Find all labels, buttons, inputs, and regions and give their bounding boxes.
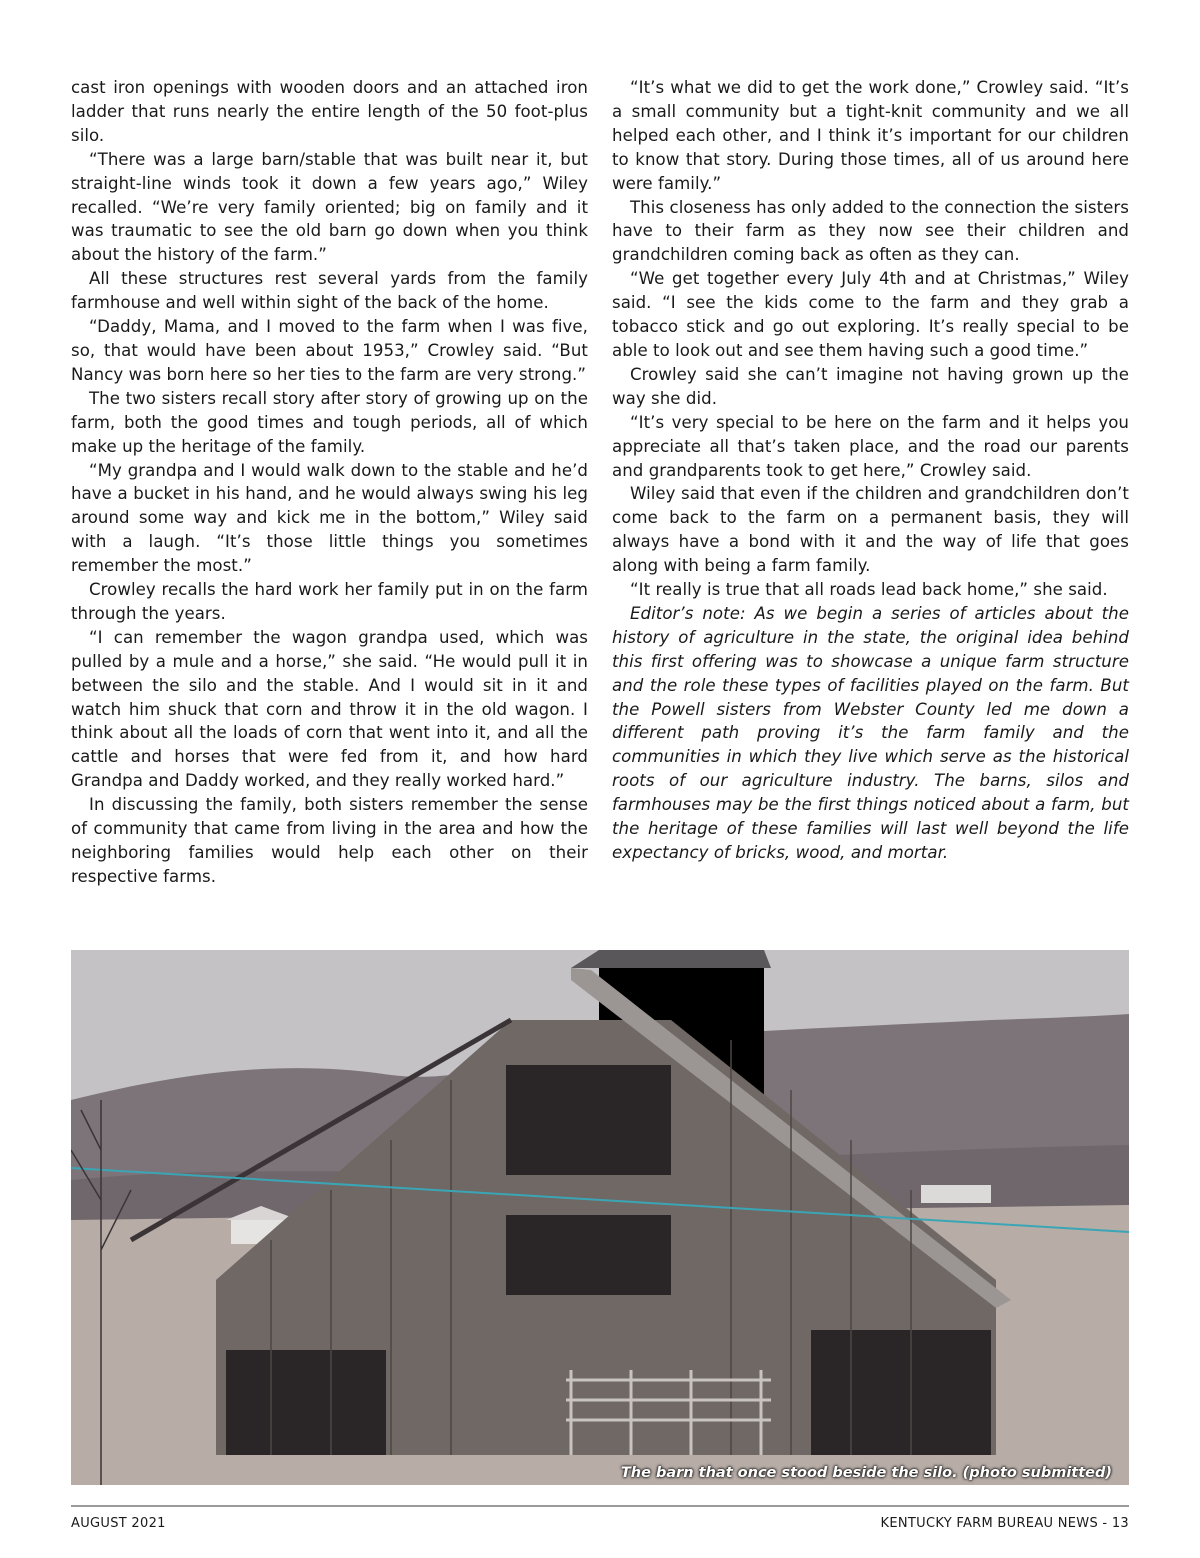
paragraph: “Daddy, Mama, and I moved to the farm when I was five, so, that would have been about 1953,” Crowley said. “But Nancy was born here so her ties to the farm are very strong.” bbox=[71, 317, 588, 384]
paragraph: Crowley recalls the hard work her family put in on the farm through the years. bbox=[71, 580, 588, 623]
mid-opening bbox=[506, 1215, 671, 1295]
paragraph: “There was a large barn/stable that was built near it, but straight-line winds took it down a few years ago,” Wiley recalled. “We’re very family oriented; big on family and it was traumatic to see the old barn go down when you think about the history of the farm.” bbox=[71, 149, 588, 265]
paragraph: Wiley said that even if the children and grandchildren don’t come back to the farm on a permanent basis, they will always have a bond with it and the way of life that goes along with being a farm family. bbox=[612, 484, 1129, 576]
editor-note: Editor’s note: As we begin a series of articles about the history of agriculture in the state, the original idea behind this first offering was to showcase a unique farm structure and the role these types of facilities played on the farm. But the Powell sisters from Webster County led me down a different path proving it’s the farm family and the communities in which they live which serve as the historical roots of our agriculture industry. The barns, silos and farmhouses may be the first things noticed about a farm, but the heritage of these families will last well beyond the life expectancy of bricks, wood, and mortar. bbox=[612, 603, 1129, 862]
paragraph: “I can remember the wagon grandpa used, which was pulled by a mule and a horse,” she said. “He would pull it in between the silo and the stable. And I would sit in it and watch him shuck that corn and throw it in the old wagon. I think about all the loads of corn that went into it, and all the cattle and horses that were fed from it, and how hard Grandpa and Daddy worked, and they really worked hard.” bbox=[71, 627, 588, 791]
paragraph: All these structures rest several yards from the family farmhouse and well within sight of the back of the home. bbox=[71, 269, 588, 313]
footer-publication: KENTUCKY FARM BUREAU NEWS - 13 bbox=[880, 1516, 1129, 1531]
paragraph: This closeness has only added to the connection the sisters have to their farm as they now see their children and grandchildren coming back as often as they can. bbox=[612, 197, 1129, 265]
distant-trailer bbox=[921, 1185, 991, 1203]
right-column bbox=[612, 76, 1129, 938]
paragraph: In discussing the family, both sisters remember the sense of community that came from living in the area and how the neighboring families would help each other on their respective farms. bbox=[71, 795, 588, 886]
lower-left-opening bbox=[226, 1350, 386, 1455]
photo-caption: The barn that once stood beside the silo. (photo submitted) bbox=[620, 1465, 1112, 1481]
paragraph: “It really is true that all roads lead back home,” she said. bbox=[630, 580, 1108, 600]
paragraph: “It’s what we did to get the work done,” Crowley said. “It’s a small community but a tight-knit community and we all helped each other, and I think it’s important for our children to know that story. During those times, all of us around here were family.” bbox=[612, 78, 1129, 193]
loft-opening bbox=[506, 1065, 671, 1175]
paragraph: “It’s very special to be here on the farm and it helps you appreciate all that’s taken place, and the road our parents and grandparents took to get here,” Crowley said. bbox=[612, 412, 1129, 480]
silo-cap bbox=[571, 950, 771, 968]
paragraph: The two sisters recall story after story of growing up on the farm, both the good times and tough periods, all of which make up the heritage of the family. bbox=[71, 388, 588, 456]
paragraph: cast iron openings with wooden doors and an attached iron ladder that runs nearly the entire length of the 50 foot-plus silo. bbox=[71, 78, 588, 145]
lower-right-opening bbox=[811, 1330, 991, 1455]
paragraph: “We get together every July 4th and at Christmas,” Wiley said. “I see the kids come to the farm and they grab a tobacco stick and go out exploring. It’s really special to be able to look out and see them having such a good time.” bbox=[612, 269, 1129, 360]
footer-date: AUGUST 2021 bbox=[71, 1516, 166, 1531]
article-body bbox=[71, 76, 1129, 938]
paragraph: “My grandpa and I would walk down to the stable and he’d have a bucket in his hand, and he would always swing his leg around some way and kick me in the bottom,” Wiley said with a laugh. “It’s those little things you sometimes remember the most.” bbox=[71, 460, 588, 576]
paragraph: Crowley said she can’t imagine not having grown up the way she did. bbox=[612, 364, 1129, 408]
footer-divider bbox=[71, 1505, 1129, 1507]
barn-illustration bbox=[71, 950, 1129, 1485]
barn-photo bbox=[71, 950, 1129, 1485]
left-column bbox=[71, 76, 588, 938]
